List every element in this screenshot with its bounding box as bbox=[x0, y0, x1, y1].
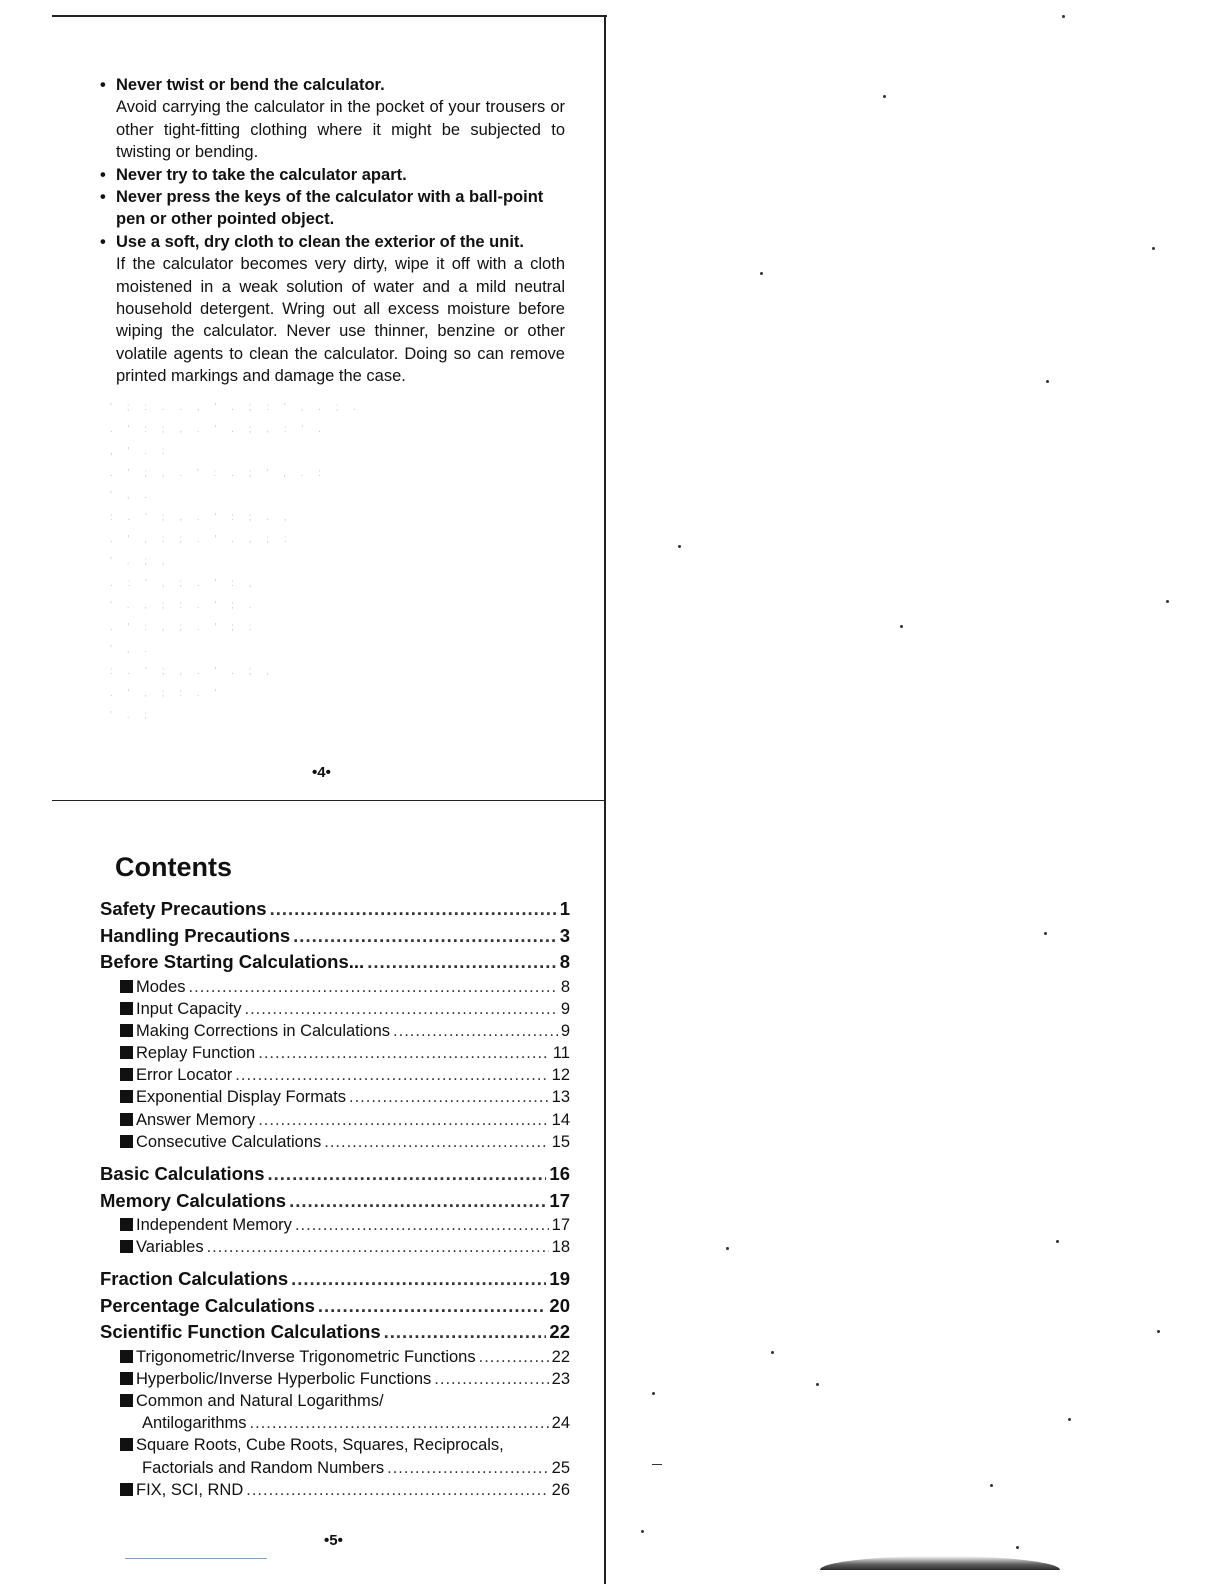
table-of-contents bbox=[100, 898, 570, 1503]
square-bullet-icon bbox=[120, 1372, 133, 1385]
scan-speck bbox=[1068, 1418, 1071, 1421]
toc-label: Answer Memory bbox=[136, 1110, 256, 1129]
toc-label: Antilogarithms bbox=[142, 1414, 247, 1433]
scan-speck bbox=[1152, 247, 1155, 250]
toc-entry[interactable] bbox=[100, 1268, 570, 1295]
bullet-heading: Never twist or bend the calculator. bbox=[116, 76, 385, 94]
scan-speck bbox=[726, 1247, 729, 1250]
toc-entry[interactable] bbox=[100, 1295, 570, 1322]
toc-page: 13 bbox=[551, 1088, 570, 1107]
page-4-text bbox=[100, 74, 565, 388]
square-bullet-icon bbox=[120, 980, 133, 993]
toc-label: Factorials and Random Numbers bbox=[142, 1458, 385, 1477]
bullet-heading: Never press the keys of the calculator with a ball-point pen or other pointed object. bbox=[116, 188, 544, 229]
scan-speck bbox=[1016, 1546, 1019, 1549]
toc-subentry[interactable] bbox=[100, 1111, 570, 1133]
bullet-item bbox=[100, 231, 565, 253]
square-bullet-icon bbox=[120, 1090, 133, 1103]
toc-subentry[interactable] bbox=[100, 1436, 570, 1458]
toc-subentry[interactable] bbox=[100, 1392, 570, 1414]
toc-page: 16 bbox=[549, 1163, 570, 1184]
toc-subentry[interactable] bbox=[100, 1481, 570, 1503]
toc-page: 18 bbox=[551, 1238, 570, 1257]
toc-subentry[interactable] bbox=[100, 1088, 570, 1110]
bullet-item bbox=[100, 74, 565, 96]
toc-label: Independent Memory bbox=[136, 1216, 292, 1234]
toc-label: Error Locator bbox=[136, 1066, 233, 1085]
toc-label: Trigonometric/Inverse Trigonometric Functions bbox=[136, 1347, 476, 1366]
toc-page: 14 bbox=[551, 1110, 570, 1129]
toc-label: Percentage Calculations bbox=[100, 1294, 315, 1316]
scan-speck bbox=[678, 545, 681, 548]
square-bullet-icon bbox=[120, 1438, 133, 1451]
toc-entry[interactable] bbox=[100, 925, 570, 952]
scan-speck bbox=[760, 272, 763, 275]
scan-speck bbox=[652, 1392, 655, 1395]
toc-subentry[interactable] bbox=[100, 1044, 570, 1066]
toc-label: Memory Calculations bbox=[100, 1189, 287, 1211]
toc-page: 20 bbox=[549, 1294, 570, 1316]
contents-title: Contents bbox=[115, 852, 232, 882]
scan-artifact-shadow bbox=[820, 1556, 1060, 1570]
scan-speck bbox=[1044, 932, 1047, 935]
toc-subentry-continued[interactable] bbox=[100, 1459, 570, 1481]
scan-artifact-dash bbox=[652, 1464, 662, 1465]
scan-speck bbox=[771, 1351, 774, 1354]
toc-page: 15 bbox=[551, 1132, 570, 1151]
scan-speck bbox=[883, 95, 886, 98]
toc-label: Consecutive Calculations bbox=[136, 1132, 322, 1151]
toc-label: Replay Function bbox=[136, 1044, 256, 1063]
toc-label: Hyperbolic/Inverse Hyperbolic Functions bbox=[136, 1370, 432, 1389]
toc-label: Before Starting Calculations... bbox=[100, 951, 365, 972]
scan-speck bbox=[990, 1484, 993, 1487]
toc-subentry[interactable] bbox=[100, 1000, 570, 1022]
square-bullet-icon bbox=[120, 1135, 133, 1148]
toc-subentry[interactable] bbox=[100, 1348, 570, 1370]
scan-speck bbox=[816, 1383, 819, 1386]
scan-speck bbox=[1166, 600, 1169, 603]
toc-label: Making Corrections in Calculations bbox=[136, 1021, 391, 1040]
toc-page: 17 bbox=[551, 1216, 570, 1234]
square-bullet-icon bbox=[120, 1002, 133, 1015]
toc-label: Common and Natural Logarithms/ bbox=[136, 1392, 384, 1411]
scan-speck bbox=[900, 625, 903, 628]
toc-label: Scientific Function Calculations bbox=[100, 1321, 381, 1343]
toc-label: Input Capacity bbox=[136, 999, 242, 1018]
toc-page: 9 bbox=[560, 1021, 570, 1040]
square-bullet-icon bbox=[120, 1024, 133, 1037]
square-bullet-icon bbox=[120, 1218, 133, 1231]
square-bullet-icon bbox=[120, 1046, 133, 1059]
scan-speck bbox=[1157, 1330, 1160, 1333]
bullet-heading: Never try to take the calculator apart. bbox=[116, 165, 407, 184]
toc-subentry[interactable] bbox=[100, 1133, 570, 1155]
square-bullet-icon bbox=[120, 1350, 133, 1363]
toc-page: 3 bbox=[559, 924, 570, 946]
toc-subentry[interactable] bbox=[100, 1066, 570, 1088]
toc-label: Variables bbox=[136, 1238, 204, 1257]
top-rule bbox=[52, 15, 607, 17]
toc-label: FIX, SCI, RND bbox=[136, 1480, 244, 1499]
square-bullet-icon bbox=[120, 1483, 133, 1496]
scan-speck bbox=[1046, 380, 1049, 383]
toc-page: 17 bbox=[549, 1189, 570, 1211]
scan-speck bbox=[1062, 15, 1065, 18]
square-bullet-icon bbox=[120, 1113, 133, 1126]
scan-speck bbox=[641, 1530, 644, 1533]
toc-page: 12 bbox=[551, 1066, 570, 1085]
toc-label: Safety Precautions bbox=[100, 898, 267, 919]
square-bullet-icon bbox=[120, 1240, 133, 1253]
scan-speck bbox=[1056, 1240, 1059, 1243]
toc-page: 11 bbox=[552, 1044, 570, 1063]
toc-subentry[interactable] bbox=[100, 1216, 570, 1238]
bullet-item bbox=[100, 186, 565, 231]
toc-label: Basic Calculations bbox=[100, 1163, 265, 1184]
toc-entry[interactable] bbox=[100, 1163, 570, 1190]
page-edge-rule bbox=[604, 15, 606, 1584]
toc-page: 25 bbox=[551, 1458, 570, 1477]
toc-page: 1 bbox=[559, 898, 570, 919]
toc-subentry[interactable] bbox=[100, 978, 570, 1000]
toc-entry[interactable] bbox=[100, 1321, 570, 1348]
toc-label: Fraction Calculations bbox=[100, 1268, 289, 1290]
toc-page: 22 bbox=[549, 1321, 570, 1343]
toc-label: Exponential Display Formats bbox=[136, 1088, 347, 1107]
toc-subentry[interactable] bbox=[100, 1238, 570, 1260]
bullet-body: Avoid carrying the calculator in the pocket of your trousers or other tight-fitting clothing where it might be subjected to twisting or bending. bbox=[116, 98, 565, 162]
bleed-through-text: ' ; : . . , ' . ; : ' , . ; . . ' : ; , . ' . ; , : ' . , ' . : . ' ; , . ' : . ; ' , . : ' , . : . ' ; , . ' : ; . , . ' , : ; . ' . , ; : ' . ; , . : ' , ; . ' : , ' . , ; : . ' ; . . ' : , ; . ' ; : ' , . : . ' ; , . ' . ; , . ' , ; : . ' ' . ; bbox=[110, 402, 362, 721]
bullet-heading: Use a soft, dry cloth to clean the exterior of the unit. bbox=[116, 232, 524, 251]
toc-subentry[interactable] bbox=[100, 1370, 570, 1392]
toc-page: 9 bbox=[560, 999, 570, 1018]
page-number: •4• bbox=[312, 764, 331, 781]
toc-entry[interactable] bbox=[100, 951, 570, 978]
toc-label: Handling Precautions bbox=[100, 924, 291, 946]
toc-entry[interactable] bbox=[100, 1190, 570, 1217]
toc-entry[interactable] bbox=[100, 898, 570, 925]
toc-page: 19 bbox=[549, 1268, 570, 1290]
toc-page: 24 bbox=[551, 1414, 570, 1433]
scan-artifact-line bbox=[125, 1558, 267, 1559]
square-bullet-icon bbox=[120, 1394, 133, 1407]
toc-page: 26 bbox=[551, 1480, 570, 1499]
bullet-item bbox=[100, 164, 565, 186]
square-bullet-icon bbox=[120, 1068, 133, 1081]
toc-page: 8 bbox=[559, 951, 570, 972]
bullet-body: If the calculator becomes very dirty, wipe it off with a cloth moistened in a weak solution of water and a mild neutral household detergent. Wring out all excess moisture before wiping the calculator. Never use thinner, benzine or other volatile agents to clean the calculator. Doing so can remove printed markings and damage the case. bbox=[116, 255, 565, 386]
toc-page: 23 bbox=[551, 1370, 570, 1389]
toc-subentry-continued[interactable] bbox=[100, 1414, 570, 1436]
toc-label: Square Roots, Cube Roots, Squares, Reciprocals, bbox=[136, 1436, 504, 1455]
page-divider-rule bbox=[52, 800, 605, 801]
toc-subentry[interactable] bbox=[100, 1022, 570, 1044]
toc-page: 8 bbox=[560, 977, 570, 996]
page-number: •5• bbox=[324, 1532, 343, 1549]
toc-page: 22 bbox=[551, 1347, 570, 1366]
toc-label: Modes bbox=[136, 977, 186, 996]
